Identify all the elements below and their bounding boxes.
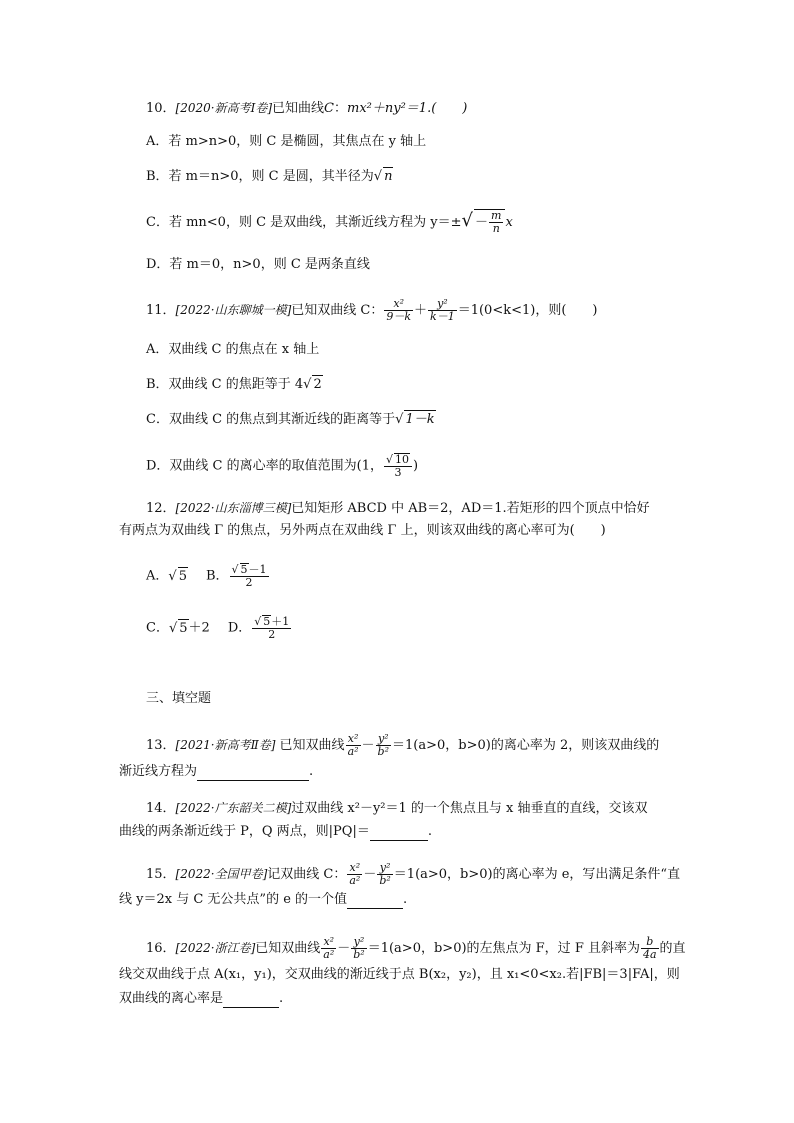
q11-option-d-close: ) [413,458,419,474]
fraction-numerator: b [641,936,659,949]
q11-option-c-radicand: 1－k [405,412,435,427]
q12-source: [2022·山东淄博三模] [175,501,292,515]
fraction-denominator: k－1 [430,310,455,323]
q12-line-1 [146,499,650,518]
q15-number: 15． [146,867,176,882]
q12-number: 12． [146,501,176,516]
fraction-numerator: y² [351,936,366,949]
fraction-numerator [252,615,291,629]
q15-fraction-2 [377,862,392,887]
q10-option-a: A．若 m>n>0，则 C 是椭圆，其焦点在 y 轴上 [146,134,427,149]
q12-option-b-label: B． [205,568,229,584]
fraction-numerator: y² [428,298,457,311]
q16-end: . [279,991,284,1006]
q13-number: 13． [146,738,176,753]
q13-source: [2021·新高考Ⅱ卷] [175,738,276,752]
q11-option-c-text: C．双曲线 C 的焦点到其渐近线的距离等于 [146,412,396,427]
fraction-denominator: a² [347,745,359,758]
q10-option-c-text: C．若 mn<0，则 C 是双曲线，其渐近线方程为 y＝± [146,215,462,230]
q15-pre: 记双曲线 C： [267,867,347,882]
fraction-denominator: 9－k [386,310,412,323]
q15-line-2 [119,891,407,909]
q14-answer-blank[interactable] [370,826,428,841]
q12-option-d-fraction [252,615,291,641]
q10-option-c-x: x [505,215,513,230]
q16-minus: － [337,941,351,956]
q13-fraction-2 [376,733,391,758]
q11-plus: ＋ [414,303,428,318]
q12-option-c-tail: ＋2 [188,620,210,636]
fraction-numerator: x² [384,298,413,311]
q10-var: C [324,101,334,116]
q16-line-3-text: 双曲线的离心率是 [119,991,224,1006]
q16-mid: ＝1(a>0，b>0)的左焦点为 F，过 F 且斜率为 [367,941,640,956]
q11-option-d-text: D．双曲线 C 的离心率的取值范围为(1， [146,458,383,474]
q13-end: . [309,764,314,779]
q15-post: ＝1(a>0，b>0)的离心率为 e，写出满足条件“直 [393,867,681,882]
sqrt-sign: √ [231,563,239,576]
q14-line-2 [119,823,432,841]
q11-source: [2022·山东聊城一模] [175,303,292,317]
q10-stem-text: 已知曲线 [272,101,325,116]
q12-options-ab [146,563,270,589]
q12-line-1-text: 已知矩形 ABCD 中 AB＝2，AD＝1.若矩形的四个顶点中恰好 [291,501,650,516]
fraction-denominator: 2 [268,628,276,641]
q13-post: ＝1(a>0，b>0)的离心率为 2，则该双曲线的 [392,738,660,753]
q16-line-1 [146,936,686,961]
q10-number: 10． [146,101,176,116]
q16-fraction-3 [641,936,659,961]
q11-fraction-2 [428,298,457,323]
fraction-denominator: b² [377,745,389,758]
section-heading-fill-in: 三、填空题 [146,691,212,706]
q15-fraction-1 [347,862,362,887]
q14-end: . [427,824,432,839]
q16-number: 16． [146,941,176,956]
q14-source: [2022·广东韶关二模] [175,801,292,815]
fraction-denominator: b² [353,948,365,961]
q10-colon: ： [333,101,347,116]
radicand: 5 [240,563,248,576]
q10-option-c [146,209,513,235]
q13-line-1 [146,733,659,758]
q10-source: [2020·新高考Ⅰ卷] [175,101,273,115]
q11-option-b-radicand: 2 [313,377,322,392]
q11-option-c [146,410,436,429]
sqrt-sign: √ [254,615,262,628]
q11-option-b-text: B．双曲线 C 的焦距等于 4 [146,377,304,392]
numerator-tail: ＋1 [271,615,290,628]
q11-number: 11． [146,303,176,318]
q15-line-1 [146,862,680,887]
q14-line-2-text: 曲线的两条渐近线于 P，Q 两点，则|PQ|＝ [119,824,370,839]
sqrt-sign: √ [303,377,312,392]
q16-answer-blank[interactable] [223,993,279,1008]
q14-line-1 [146,799,648,818]
q10-equation: mx²＋ny²＝1.( ) [347,101,468,116]
q11-stem [146,298,597,323]
fraction-denominator: 2 [245,576,253,589]
fraction-numerator: m [491,209,502,222]
sqrt-sign: √ [461,210,474,231]
q11-tail: ＝1(0<k<1)，则( ) [457,303,598,318]
q15-end: . [403,892,408,907]
q13-line-2 [119,763,313,781]
q11-stem-text: 已知双曲线 C： [291,303,384,318]
q16-line-2: 线交双曲线于点 A(x₁，y₁)，交双曲线的渐近线于点 B(x₂，y₂)，且 x₁<0<x₂.若|FB|＝3|FA|，则 [119,967,680,982]
fraction-numerator [384,453,412,467]
q13-line-2-text: 渐近线方程为 [119,764,198,779]
q15-answer-blank[interactable] [347,894,403,909]
q12-option-b-fraction [230,563,269,589]
q12-option-d-label: D． [227,620,252,636]
q10-option-c-fraction [489,210,503,235]
q10-option-d: D．若 m＝0，n>0，则 C 是两条直线 [146,257,370,272]
fraction-denominator: n [492,222,500,235]
q10-option-b [146,167,393,186]
q12-option-a-radicand: 5 [178,568,187,584]
fraction-denominator: 3 [394,466,402,479]
q16-pre: 已知双曲线 [255,941,321,956]
q10-option-b-radicand: n [384,169,393,184]
q16-line-3 [119,990,283,1008]
q15-minus: － [363,867,377,882]
fraction-numerator: x² [347,862,362,875]
q16-fraction-1 [321,936,336,961]
radicand: 5 [263,615,271,628]
numerator-tail: －1 [248,563,267,576]
q13-minus: － [361,738,375,753]
q11-option-b [146,375,323,394]
q11-option-d-fraction [384,453,412,479]
q14-number: 14． [146,801,176,816]
q12-options-cd [146,615,292,641]
sqrt-sign: √ [373,169,383,184]
sqrt-sign: √ [395,412,404,427]
q13-pre: 已知双曲线 [275,738,345,753]
q15-source: [2022·全国甲卷] [175,867,268,881]
q15-line-2-text: 线 y＝2x 与 C 无公共点”的 e 的一个值 [119,892,348,907]
q12-option-a-label: A． [146,568,169,584]
q11-option-a: A．双曲线 C 的焦点在 x 轴上 [146,342,320,357]
sqrt-sign: √ [168,620,178,636]
q12-line-2: 有两点为双曲线 Γ 的焦点，另外两点在双曲线 Γ 上，则该双曲线的离心率可为( ) [119,523,606,538]
q11-fraction-1 [384,298,413,323]
fraction-numerator: y² [376,733,391,746]
sqrt-sign: √ [168,568,177,584]
q10-option-c-radical [474,209,505,235]
fraction-denominator: b² [379,874,391,887]
q10-option-c-minus: － [475,215,489,230]
fraction-denominator: a² [349,874,361,887]
q16-source: [2022·浙江卷] [175,941,256,955]
q13-answer-blank[interactable] [197,766,309,781]
fraction-denominator: a² [323,948,335,961]
sqrt-sign: √ [385,453,393,466]
fraction-numerator: x² [346,733,361,746]
fraction-denominator: 4a [642,948,657,961]
q11-option-d-radicand: 10 [395,453,409,466]
fraction-numerator: x² [321,936,336,949]
q11-option-d [146,453,418,479]
q12-option-c-radicand: 5 [179,620,188,636]
q16-post: 的直 [659,941,686,956]
q16-fraction-2 [351,936,366,961]
q10-stem [146,99,467,118]
q13-fraction-1 [346,733,361,758]
fraction-numerator: y² [377,862,392,875]
q12-option-c-label: C． [146,620,169,636]
q14-line-1-text: 过双曲线 x²－y²＝1 的一个焦点且与 x 轴垂直的直线，交该双 [291,801,648,816]
q10-option-b-text: B．若 m＝n>0，则 C 是圆，其半径为 [146,169,374,184]
fraction-numerator [230,563,269,577]
